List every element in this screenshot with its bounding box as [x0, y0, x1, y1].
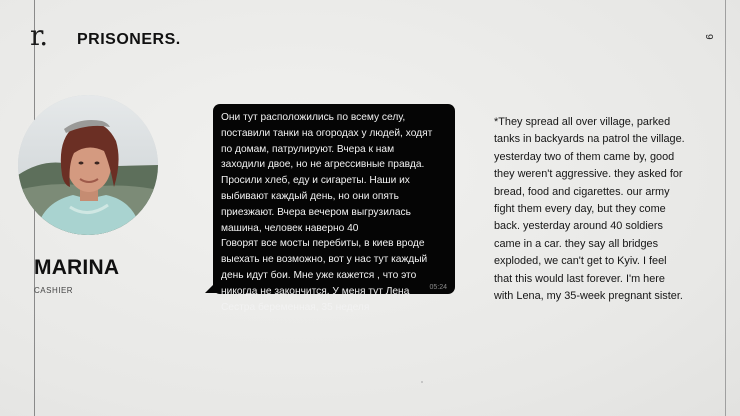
- message-line: поставили танки на огородах у людей, ходят: [221, 127, 433, 139]
- translation-line: tanks in backyards na patrol the village.: [494, 133, 685, 146]
- message-line: Они тут расположились по всему селу,: [221, 112, 406, 123]
- person-role: CASHIER: [34, 286, 74, 295]
- message-line: выехать не возможно, вот у нас тут каждый: [221, 254, 428, 266]
- translation-line: back. yesterday around 40 soldiers: [494, 220, 663, 233]
- decorative-dot: [421, 381, 423, 383]
- message-line: по домам, патрулируют. Вчера к нам: [221, 143, 395, 155]
- page-number: 9: [703, 34, 714, 41]
- translation-text: [494, 114, 710, 305]
- message-timestamp: 05:24: [429, 284, 447, 291]
- message-line: заходили двое, но не агрессивные правда.: [221, 159, 425, 171]
- message-line: приезжают. Вчера вечером выгрузилась: [221, 206, 411, 218]
- translation-line: they weren't aggressive. they asked for: [494, 168, 683, 181]
- translation-line: that this would last forever. I'm here: [494, 272, 665, 285]
- message-line: Просили хлеб, еду и сигареты. Наши их: [221, 175, 410, 187]
- translation-line: bread, food and cigarettes. our army: [494, 185, 670, 198]
- message-line: машина, человек наверно 40: [221, 222, 359, 234]
- message-line: никогда не закончится. У меня тут Лена: [221, 285, 410, 297]
- message-line: день идут бои. Мне уже кажется , что это: [221, 269, 417, 281]
- message-line: выбивают каждый день, но они опять: [221, 190, 399, 202]
- translation-line: exploded, we can't get to Kyiv. I feel: [494, 255, 667, 268]
- translation-line: yesterday two of them came by, good: [494, 150, 675, 163]
- message-line: Говорят все мосты перебиты, в киев вроде: [221, 238, 425, 250]
- portrait-photo-icon: [18, 95, 158, 235]
- avatar: [18, 95, 158, 235]
- message-bubble-tail: [205, 281, 217, 293]
- person-name: MARINA: [34, 256, 120, 279]
- message-line: Сестра беременная, 35 неделя: [221, 301, 370, 313]
- message-bubble: [213, 104, 455, 313]
- page-title: PRISONERS.: [77, 31, 181, 48]
- translation-line: *They spread all over village, parked: [494, 116, 671, 128]
- translation-line: came in a car. they say all bridges: [494, 237, 659, 250]
- translation-line: with Lena, my 35-week pregnant sister.: [494, 290, 683, 303]
- right-margin-line: [725, 0, 726, 416]
- translation-line: fight them every day, but they come: [494, 203, 666, 216]
- chapter-mark: r.: [30, 19, 48, 52]
